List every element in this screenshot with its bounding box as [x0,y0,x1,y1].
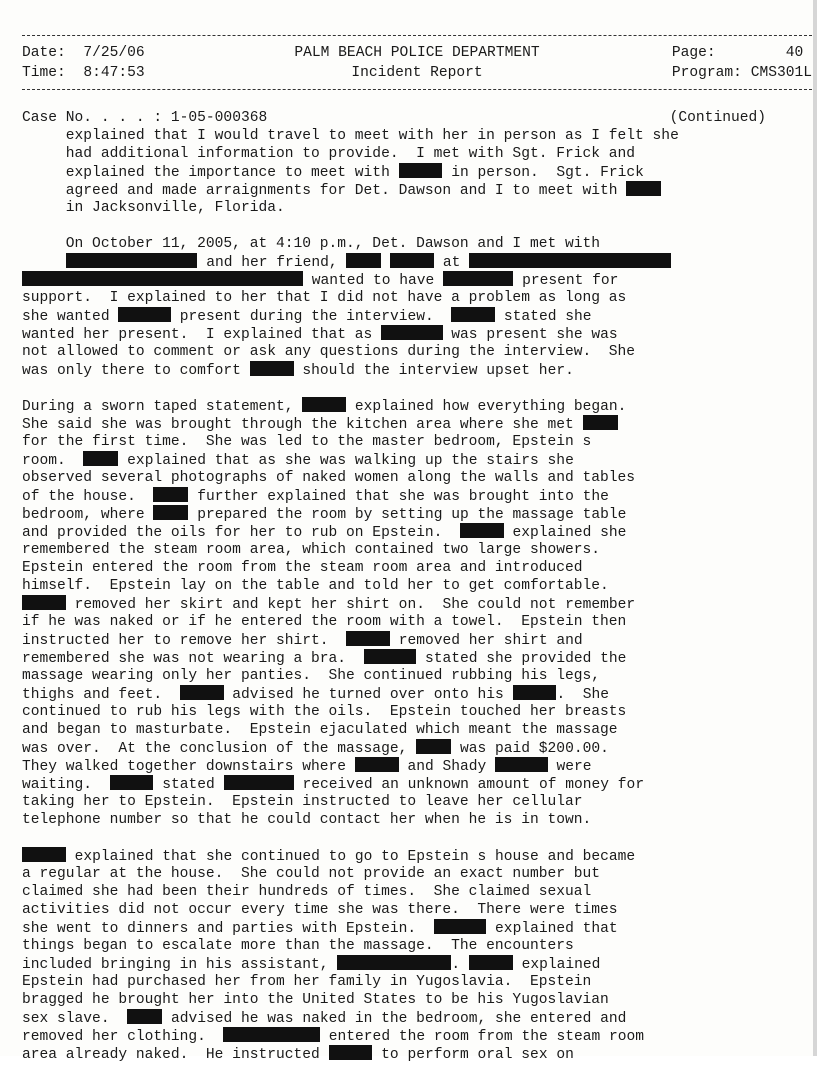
redaction-bar [22,271,303,286]
text-segment: explained [512,957,601,973]
redaction-bar [460,523,504,538]
text-line [22,613,802,631]
text-line [22,253,802,271]
text-segment: She said she was brought through the kitchen area where she met [22,417,583,433]
text-line [22,163,802,181]
text-segment: support. I explained to her that I did not have a problem as long as [22,290,627,306]
text-segment: massage wearing only her panties. She continued rubbing his legs, [22,668,601,684]
text-line [22,271,802,289]
text-segment: Epstein had purchased her from her family in Yugoslavia. Epstein [22,974,592,990]
text-segment: advised he was naked in the bedroom, she entered and [162,1011,627,1027]
redaction-bar [434,919,487,934]
redaction-bar [443,271,513,286]
redaction-bar [495,757,548,772]
text-line [22,847,802,865]
text-segment: They walked together downstairs where [22,759,355,775]
text-line [22,685,802,703]
text-line [22,865,802,883]
header-bottom-rule [22,89,812,90]
text-segment: she went to dinners and parties with Epstein. [22,921,434,937]
text-line [22,397,802,415]
page-number: 40 [785,45,804,61]
text-line [22,1009,802,1027]
text-segment: not allowed to comment or ask any questions during the interview. She [22,344,636,360]
text-segment: and her friend, [197,255,347,271]
text-line [22,595,802,613]
text-segment: things began to escalate more than the massage. The encounters [22,938,574,954]
text-segment: instructed her to remove her shirt. [22,633,347,649]
text-line [22,127,802,145]
text-segment: she wanted [22,309,119,325]
redaction-bar [22,847,66,862]
redaction-bar [153,505,188,520]
redaction-bar [250,361,294,376]
text-segment: if he was naked or if he entered the room with a towel. Epstein then [22,614,627,630]
text-segment: taking her to Epstein. Epstein instructed to leave her cellular [22,794,583,810]
header-top-rule [22,35,812,36]
text-segment: at [434,255,470,271]
text-segment: explained how everything began. [346,399,627,415]
text-segment: . She [556,687,609,703]
text-line [22,325,802,343]
text-line [22,289,802,307]
department-name: PALM BEACH POLICE DEPARTMENT [294,45,540,61]
text-segment: explained that she continued to go to Epstein s house and became [65,849,636,865]
text-segment: bedroom, where [22,507,154,523]
redaction-bar [66,253,198,268]
time-value: 8:47:53 [83,65,145,81]
redaction-bar [469,955,513,970]
redaction-bar [180,685,224,700]
text-line [22,775,802,793]
case-number: 1-05-000368 [170,110,268,126]
continued-label: (Continued) [669,110,766,126]
text-line [22,361,802,379]
redaction-bar [583,415,618,430]
text-segment: were [547,759,592,775]
text-segment: agreed and made arraignments for Det. Dawson and I to meet with [22,183,627,199]
report-type: Incident Report [351,65,483,81]
text-line [22,433,802,451]
redaction-bar [469,253,671,268]
text-segment: explained that I would travel to meet with her in person as I felt she [22,128,679,144]
text-segment: included bringing in his assistant, [22,957,338,973]
redaction-bar [127,1009,162,1024]
text-segment: was over. At the conclusion of the massage, [22,741,417,757]
text-segment: in person. Sgt. Frick [442,165,644,181]
text-segment: removed her clothing. [22,1029,224,1045]
redaction-bar [390,253,434,268]
text-segment: and began to masturbate. Epstein ejaculated which meant the massage [22,722,618,738]
text-segment: stated [153,777,224,793]
text-segment: in Jacksonville, Florida. [22,200,285,216]
paragraph [22,127,802,217]
text-segment: prepared the room by setting up the massage table [188,507,627,523]
text-segment: remembered the steam room area, which contained two large showers. [22,542,601,558]
text-segment: claimed she had been their hundreds of times. She claimed sexual [22,884,592,900]
text-segment: bragged he brought her into the United States to be his Yugoslavian [22,992,609,1008]
text-segment: . [451,957,469,973]
text-segment: explained that [486,921,618,937]
paragraph [22,847,802,1063]
text-segment: explained she [503,525,627,541]
text-segment: wanted her present. I explained that as [22,327,382,343]
text-segment [381,255,390,271]
text-line [22,721,802,739]
text-line [22,343,802,361]
text-line [22,973,802,991]
text-segment: was present she was [442,327,618,343]
text-segment: present during the interview. [171,309,452,325]
redaction-bar [224,775,294,790]
text-line [22,235,802,253]
text-line [22,811,802,829]
redaction-bar [513,685,557,700]
text-segment: a regular at the house. She could not provide an exact number but [22,866,601,882]
redaction-bar [153,487,188,502]
program-value: CMS301L [750,65,812,81]
text-segment: for the first time. She was led to the master bedroom, Epstein s [22,434,592,450]
text-segment: activities did not occur every time she was there. There were times [22,902,618,918]
text-segment: telephone number so that he could contact her when he is in town. [22,812,592,828]
text-line [22,307,802,325]
text-line [22,523,802,541]
redaction-bar [451,307,495,322]
page-label: Page: [671,45,716,61]
text-segment: received an unknown amount of money for [293,777,645,793]
text-segment: Epstein entered the room from the steam room area and introduced [22,560,583,576]
text-line [22,199,802,217]
redaction-bar [416,739,451,754]
text-segment: explained the importance to meet with [22,165,399,181]
text-line [22,631,802,649]
case-number-line [22,109,792,127]
redaction-bar [381,325,442,340]
text-segment: was only there to comfort [22,363,250,379]
redaction-bar [302,397,346,412]
date-value: 7/25/06 [83,45,145,61]
text-line [22,559,802,577]
redaction-bar [22,595,66,610]
text-line [22,649,802,667]
text-segment: was paid $200.00. [451,741,609,757]
text-line [22,667,802,685]
text-segment: further explained that she was brought into the [188,489,609,505]
text-segment: had additional information to provide. I met with Sgt. Frick and [22,146,636,162]
text-segment: room. [22,453,84,469]
text-line [22,919,802,937]
text-segment: During a sworn taped statement, [22,399,303,415]
text-segment: explained that as she was walking up the stairs she [118,453,574,469]
redaction-bar [355,757,399,772]
text-segment: continued to rub his legs with the oils. Epstein touched her breasts [22,704,627,720]
redaction-bar [329,1045,373,1060]
header-right-block [672,43,812,83]
paragraph [22,235,802,379]
redaction-bar [399,163,443,178]
text-segment: removed her skirt and kept her shirt on. She could not remember [65,597,636,613]
text-segment: sex slave. [22,1011,128,1027]
paragraph [22,397,802,829]
redaction-bar [364,649,417,664]
redaction-bar [337,955,451,970]
text-line [22,415,802,433]
text-segment: present for [513,273,619,289]
text-line [22,991,802,1009]
text-line [22,883,802,901]
text-line [22,1027,802,1045]
text-segment: entered the room from the steam room [320,1029,645,1045]
text-segment [22,255,66,271]
text-line [22,1045,802,1063]
text-line [22,469,802,487]
text-line [22,703,802,721]
redaction-bar [346,631,390,646]
text-segment: stated she provided the [416,651,627,667]
text-line [22,451,802,469]
text-segment: removed her shirt and [389,633,583,649]
text-line [22,955,802,973]
text-line [22,937,802,955]
redaction-bar [346,253,381,268]
text-line [22,901,802,919]
text-segment: waiting. [22,777,110,793]
text-line [22,739,802,757]
redaction-bar [110,775,154,790]
text-segment: and provided the oils for her to rub on Epstein. [22,525,460,541]
text-line [22,145,802,163]
program-label: Program: [671,65,742,81]
text-segment: area already naked. He instructed [22,1047,329,1063]
time-label: Time: [22,65,66,81]
text-segment: and Shady [398,759,496,775]
text-segment: remembered she was not wearing a bra. [22,651,364,667]
redaction-bar [83,451,118,466]
date-label: Date: [22,45,66,61]
text-line [22,505,802,523]
text-line [22,541,802,559]
text-segment: wanted to have [302,273,444,289]
text-line [22,577,802,595]
text-segment: thighs and feet. [22,687,180,703]
text-segment: advised he turned over onto his [223,687,513,703]
text-line [22,793,802,811]
report-header [22,43,812,83]
text-segment: observed several photographs of naked women along the walls and tables [22,470,636,486]
page-edge [813,0,817,1056]
redaction-bar [223,1027,320,1042]
case-label: Case No. . . . : [22,110,163,126]
text-line [22,181,802,199]
text-segment: should the interview upset her. [293,363,574,379]
text-segment: stated she [495,309,592,325]
text-segment: to perform oral sex on [372,1047,574,1063]
text-line [22,487,802,505]
redaction-bar [626,181,661,196]
text-segment: of the house. [22,489,154,505]
text-segment: himself. Epstein lay on the table and told her to get comfortable. [22,578,609,594]
report-body [22,127,802,1081]
text-segment: On October 11, 2005, at 4:10 p.m., Det. Dawson and I met with [22,236,601,252]
redaction-bar [118,307,171,322]
text-line [22,757,802,775]
